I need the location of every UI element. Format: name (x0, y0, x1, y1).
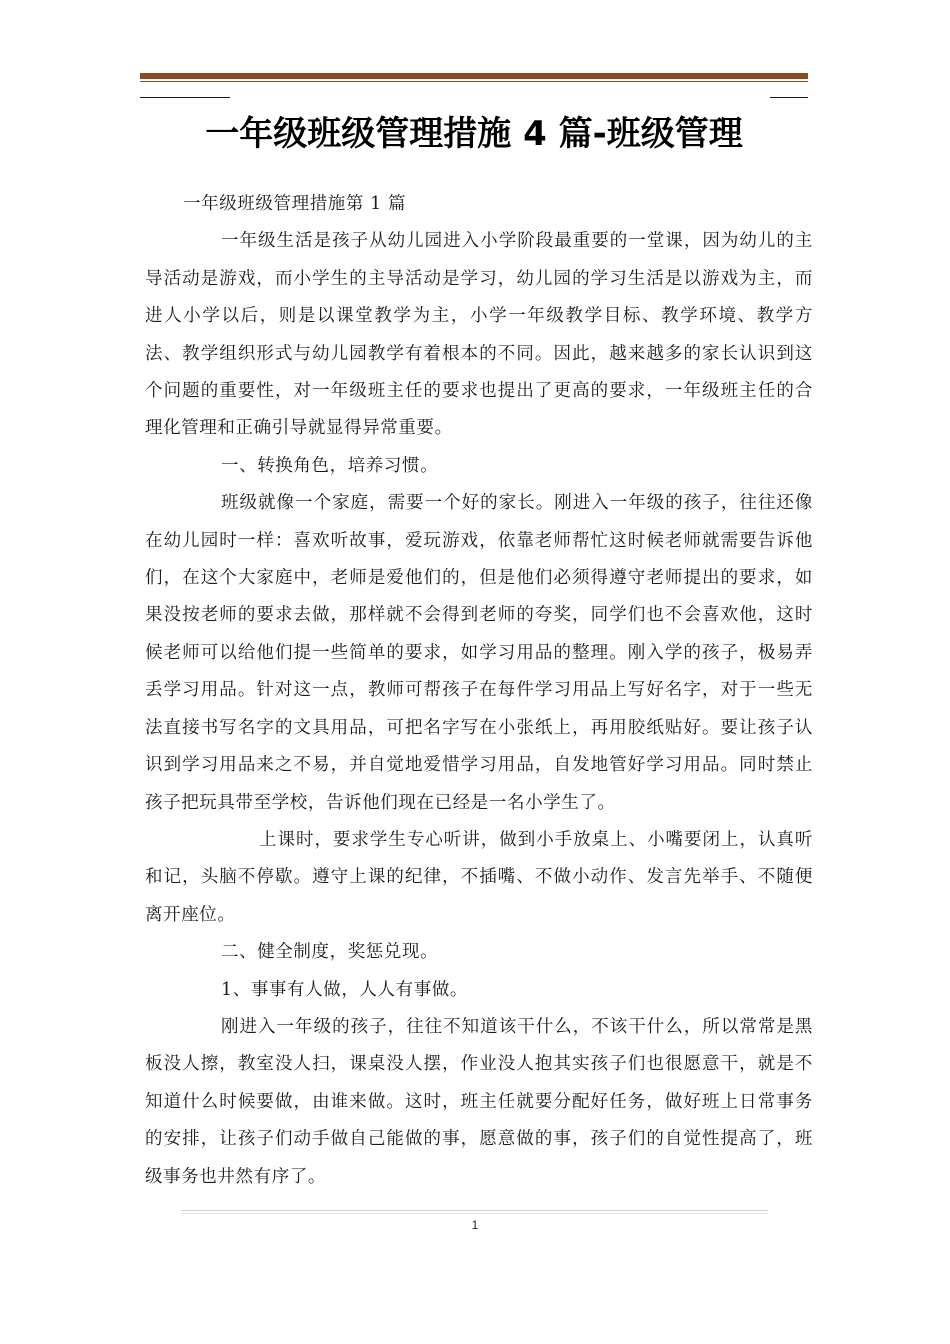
title-underline-right (770, 97, 808, 98)
header-rule-thin (140, 81, 808, 82)
document-body (145, 186, 813, 1196)
paragraph-intro: 一年级生活是孩子从幼儿园进入小学阶段最重要的一堂课，因为幼儿的主导活动是游戏，而小学生的主导活动是学习，幼儿园的学习生活是以游戏为主，而进人小学以后，则是以课堂教学为主，小学一年级教学目标、教学环境、教学方法、教学组织形式与幼儿园教学有着根本的不同。因此，越来越多的家长认识到这个问题的重要性，对一年级班主任的要求也提出了更高的要求，一年级班主任的合理化管理和正确引导就显得异常重要。 (145, 231, 813, 439)
heading-section-2: 二、健全制度，奖惩兑现。 (221, 942, 439, 963)
page-number: 1 (471, 1218, 479, 1232)
paragraph-family-analogy: 班级就像一个家庭，需要一个好的家长。刚进入一年级的孩子，往往还像在幼儿园时一样：喜欢听故事，爱玩游戏，依靠老师帮忙这时候老师就需要告诉他们，在这个大家庭中，老师是爱他们的，但是他们必须得遵守老师提出的要求，如果没按老师的要求去做，那样就不会得到老师的夸奖，同学们也不会喜欢他，这时候老师可以给他们提一些简单的要求，如学习用品的整理。刚入学的孩子，极易弄丢学习用品。针对这一点，教师可帮孩子在每件学习用品上写好名字，对于一些无法直接书写名字的文具用品，可把名字写在小张纸上，再用胶纸贴好。要让孩子认识到学习用品来之不易，并自觉地爱惜学习用品，自发地管好学习用品。同时禁止孩子把玩具带至学校，告诉他们现在已经是一名小学生了。 (145, 493, 813, 813)
footer-rule (182, 1210, 768, 1211)
paragraph-duties: 刚进入一年级的孩子，往往不知道该干什么，不该干什么，所以常常是黑板没人擦，教室没人扫，课桌没人摆，作业没人抱其实孩子们也很愿意干，就是不知道什么时候要做，由谁来做。这时，班主任就要分配好任务，做好班上日常事务的安排，让孩子们动手做自己能做的事，愿意做的事，孩子们的自觉性提高了，班级事务也井然有序了。 (145, 1016, 813, 1187)
heading-subsection-1: 1、事事有人做，人人有事做。 (221, 979, 469, 1000)
heading-section-1: 一、转换角色，培养习惯。 (221, 455, 439, 476)
document-title: 一年级班级管理措施 4 篇-班级管理 (205, 113, 743, 154)
header-rule-thick (140, 73, 808, 79)
footer-rule-secondary (182, 1213, 768, 1214)
article-subtitle: 一年级班级管理措施第 1 篇 (183, 194, 407, 214)
title-underline-left (140, 97, 230, 98)
paragraph-classroom-rules: 上课时，要求学生专心听讲，做到小手放桌上、小嘴要闭上，认真听和记，头脑不停歇。遵守上课的纪律，不插嘴、不做小动作、发言先举手、不随便离开座位。 (145, 829, 813, 925)
